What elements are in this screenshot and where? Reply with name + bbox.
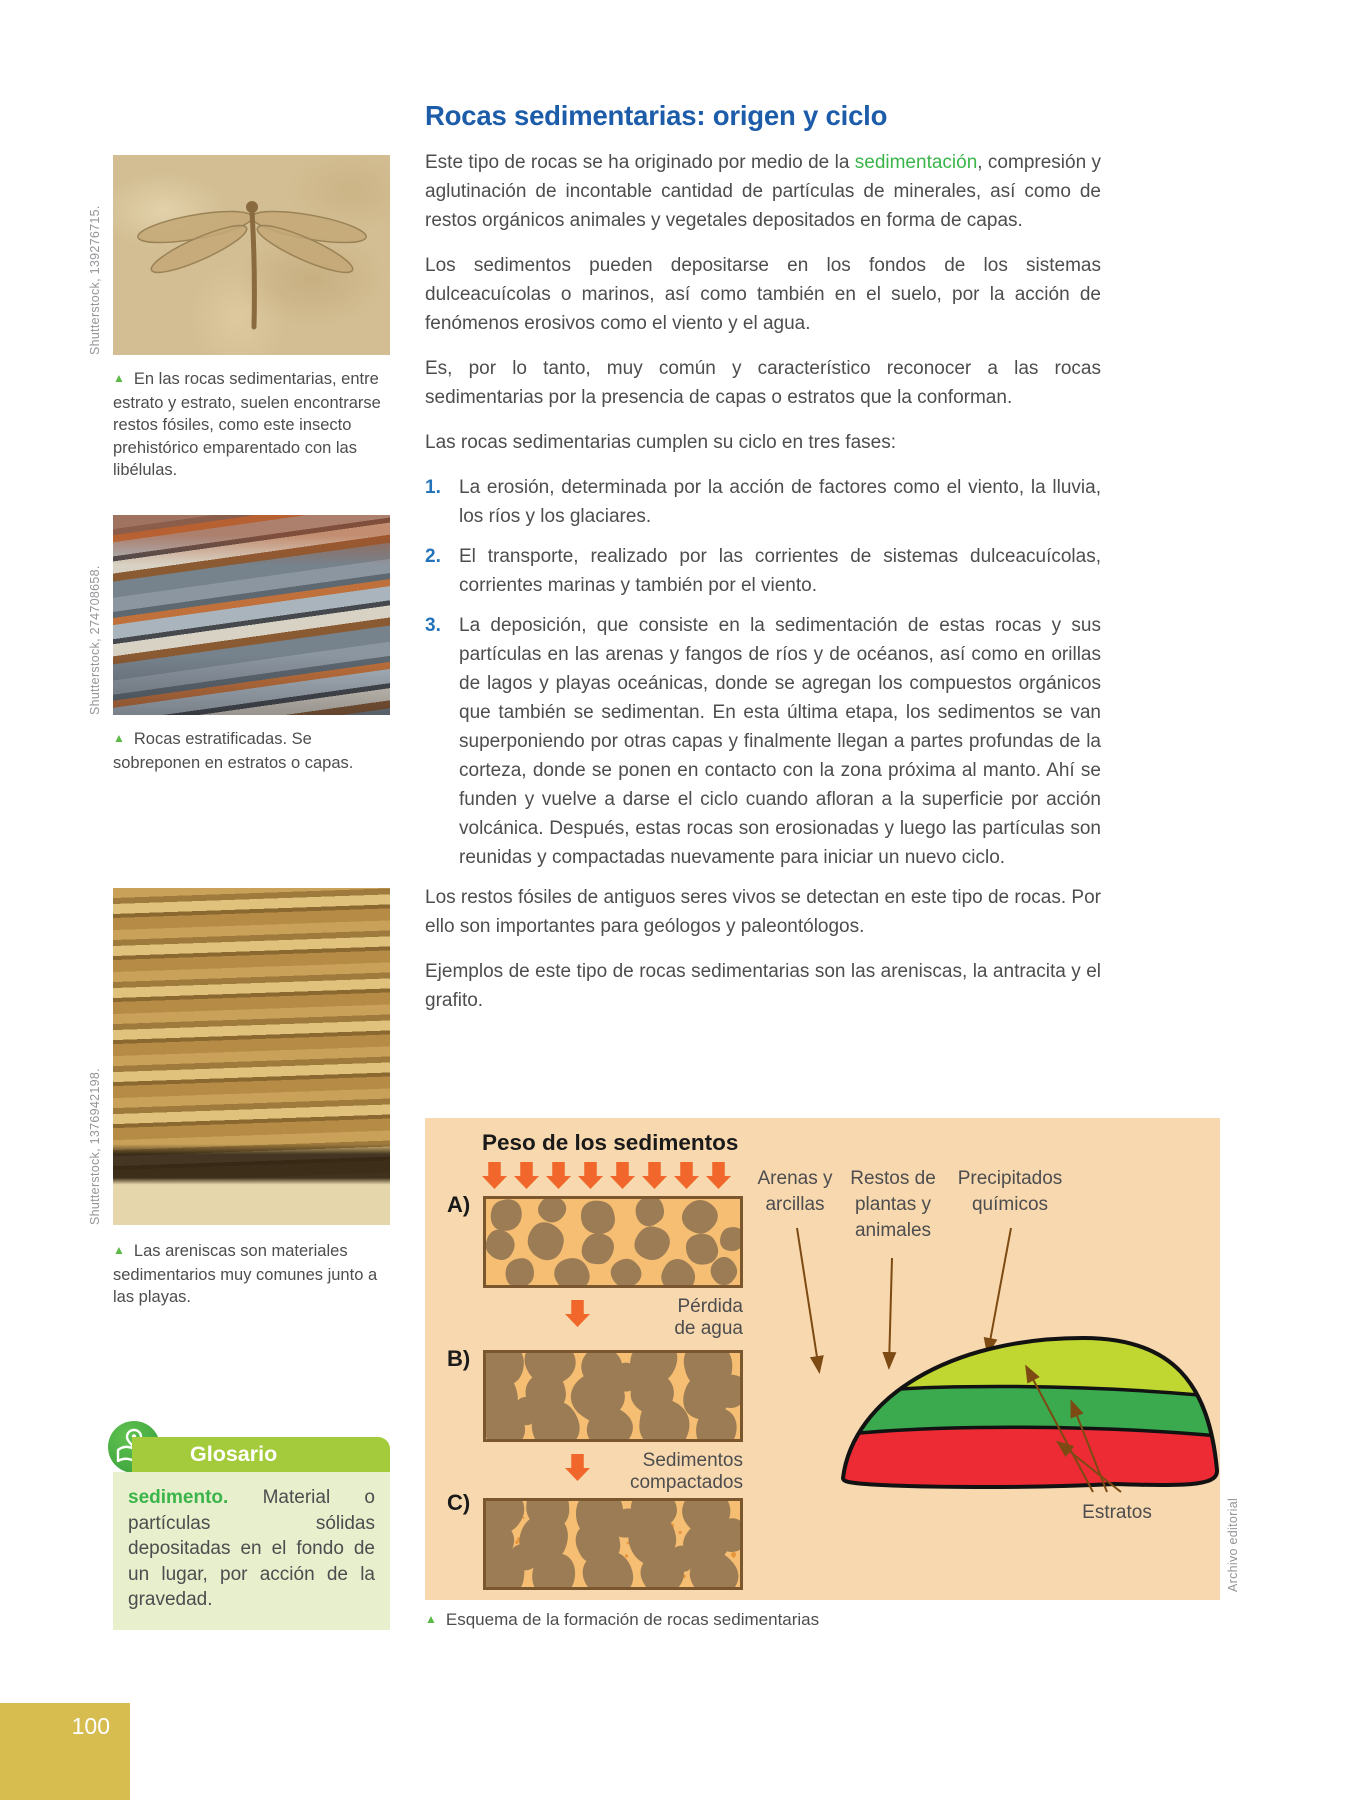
down-arrow-icon <box>546 1162 571 1189</box>
list-number: 2. <box>425 546 441 567</box>
photo-credit: Shutterstock, 1376942198. <box>88 1068 102 1225</box>
pointer-arrow <box>988 1228 1011 1352</box>
restos-label: plantas y <box>854 1194 932 1215</box>
glossary-definition <box>113 1472 390 1630</box>
photo-tint <box>113 888 390 1225</box>
intro-text: Este tipo de rocas se ha originado por medio de la <box>425 152 855 173</box>
stage-c-label: C) <box>447 1490 471 1515</box>
strata-mound-figure <box>725 1146 1220 1591</box>
caption-text: Las areniscas son materiales sedimentarios muy comunes junto a las playas. <box>113 1242 378 1306</box>
weight-arrows <box>482 1162 731 1189</box>
stage-b-label: B) <box>447 1346 471 1371</box>
paragraph-intro <box>425 148 1101 235</box>
triangle-marker-icon: ▲ <box>113 371 125 385</box>
down-arrow-icon <box>565 1300 590 1327</box>
precipitados-label: químicos <box>971 1194 1049 1215</box>
pointer-arrow <box>797 1228 819 1370</box>
page-title: Rocas sedimentarias: origen y ciclo <box>425 100 888 131</box>
sediment-stage-a <box>483 1196 743 1288</box>
stage-a-label: A) <box>447 1192 471 1217</box>
down-arrow-icon <box>674 1162 699 1189</box>
diagram-credit: Archivo editorial <box>1226 1497 1240 1592</box>
down-arrow-icon <box>642 1162 667 1189</box>
caption-text: En las rocas sedimentarias, entre estrato y estrato, suelen encontrarse restos fósiles, como este insecto prehistórico emparentado con las libélulas. <box>113 370 381 479</box>
caption-text: Esquema de la formación de rocas sedimentarias <box>445 1610 820 1629</box>
pointer-arrow <box>889 1258 892 1366</box>
precipitados-label: Precipitados <box>957 1168 1063 1189</box>
paragraph-deposits: Los sedimentos pueden depositarse en los fondos de los sistemas dulceacuícolas o marinos, así como también en el suelo, por la acción de fenómenos erosivos como el viento y el agua. <box>425 255 1101 334</box>
figure-caption <box>113 728 390 774</box>
figure-caption <box>113 1240 390 1309</box>
list-item <box>425 611 1101 872</box>
photo-tint <box>113 515 390 715</box>
triangle-marker-icon: ▲ <box>113 1243 125 1257</box>
list-item-text: La deposición, que consiste en la sedimentación de estas rocas y sus partículas en las arenas y fangos de ríos y de océanos, así como en orillas de lagos y playas oceánicas, donde se agregan los compuestos orgánicos que también se sedimentan. En esta última etapa, los sedimentos se van superponiendo por otras capas y finalmente llegan a partes profundas de la corteza, donde se ponen en contacto con la zona próxima al manto. Ahí se funden y vuelve a darse el ciclo cuando afloran a la superficie por acción volcánica. Después, estas rocas son erosionadas y luego las partículas son reunidas y compactadas nuevamente para iniciar un nuevo ciclo. <box>459 615 1101 868</box>
glossary-header: Glosario <box>132 1437 390 1472</box>
restos-label: Restos de <box>850 1168 936 1189</box>
fossil-dragonfly-photo <box>113 155 390 355</box>
sandstone-photo <box>113 888 390 1225</box>
down-arrow-icon <box>565 1454 590 1481</box>
arenas-label: arcillas <box>765 1194 825 1215</box>
paragraph-strata: Es, por lo tanto, muy común y característico reconocer a las rocas sedimentarias por la presencia de capas o estratos que la conforman. <box>425 358 1101 408</box>
down-arrow-icon <box>610 1162 635 1189</box>
sediment-formation-diagram <box>425 1118 1220 1600</box>
triangle-marker-icon: ▲ <box>113 731 125 745</box>
stratified-rocks-photo <box>113 515 390 715</box>
sediment-stage-c <box>483 1498 743 1590</box>
page-number-block <box>0 1703 130 1800</box>
list-item <box>425 473 1101 531</box>
paragraph-examples: Ejemplos de este tipo de rocas sedimentarias son las areniscas, la antracita y el grafito. <box>425 961 1101 1011</box>
phases-list <box>425 473 1101 872</box>
diagram-title: Peso de los sedimentos <box>482 1130 739 1155</box>
intro-text-cont: , compresión y aglutinación de incontable cantidad de partículas de minerales, así como de restos orgánicos animales y vegetales depositados en forma de capas. <box>425 152 1101 231</box>
down-arrow-icon <box>514 1162 539 1189</box>
paragraph-phases-lead: Las rocas sedimentarias cumplen su ciclo en tres fases: <box>425 432 896 453</box>
figure-caption <box>113 368 390 482</box>
photo-credit: Shutterstock, 139276715. <box>88 205 102 355</box>
label-line: de agua <box>674 1318 743 1339</box>
arenas-label: Arenas y <box>757 1168 833 1189</box>
list-item-text: El transporte, realizado por las corrientes de sistemas dulceacuícolas, corrientes marinas y también por el viento. <box>459 546 1101 596</box>
highlighted-term: sedimentación <box>854 152 978 173</box>
down-arrow-icon <box>482 1162 507 1189</box>
restos-label: animales <box>854 1220 932 1241</box>
glossary-definition-text: Material o partículas sólidas depositadas en el fondo de un lugar, por acción de la gravedad. <box>128 1487 375 1610</box>
list-number: 1. <box>425 477 441 498</box>
compacted-sediments-label <box>593 1450 743 1494</box>
down-arrow-icon <box>578 1162 603 1189</box>
label-line: Sedimentos <box>642 1450 743 1471</box>
list-item-text: La erosión, determinada por la acción de factores como el viento, la lluvia, los ríos y los glaciares. <box>459 477 1101 527</box>
main-text-column <box>425 100 1101 1031</box>
label-line: compactados <box>629 1472 743 1493</box>
list-number: 3. <box>425 615 441 636</box>
water-loss-label <box>593 1296 743 1340</box>
photo-credit: Shutterstock, 274708658. <box>88 565 102 715</box>
list-item <box>425 542 1101 600</box>
dragonfly-fossil-illustration <box>113 155 390 355</box>
label-line: Pérdida <box>677 1296 743 1317</box>
sediment-stage-b <box>483 1350 743 1442</box>
estratos-label: Estratos <box>1082 1502 1152 1523</box>
page-number: 100 <box>71 1713 110 1739</box>
triangle-marker-icon: ▲ <box>425 1612 437 1626</box>
paragraph-fossils: Los restos fósiles de antiguos seres vivos se detectan en este tipo de rocas. Por ello son importantes para geólogos y paleontólogos. <box>425 887 1101 937</box>
diagram-caption <box>425 1610 1125 1630</box>
glossary-term: sedimento. <box>128 1487 229 1508</box>
caption-text: Rocas estratificadas. Se sobreponen en estratos o capas. <box>113 730 354 772</box>
